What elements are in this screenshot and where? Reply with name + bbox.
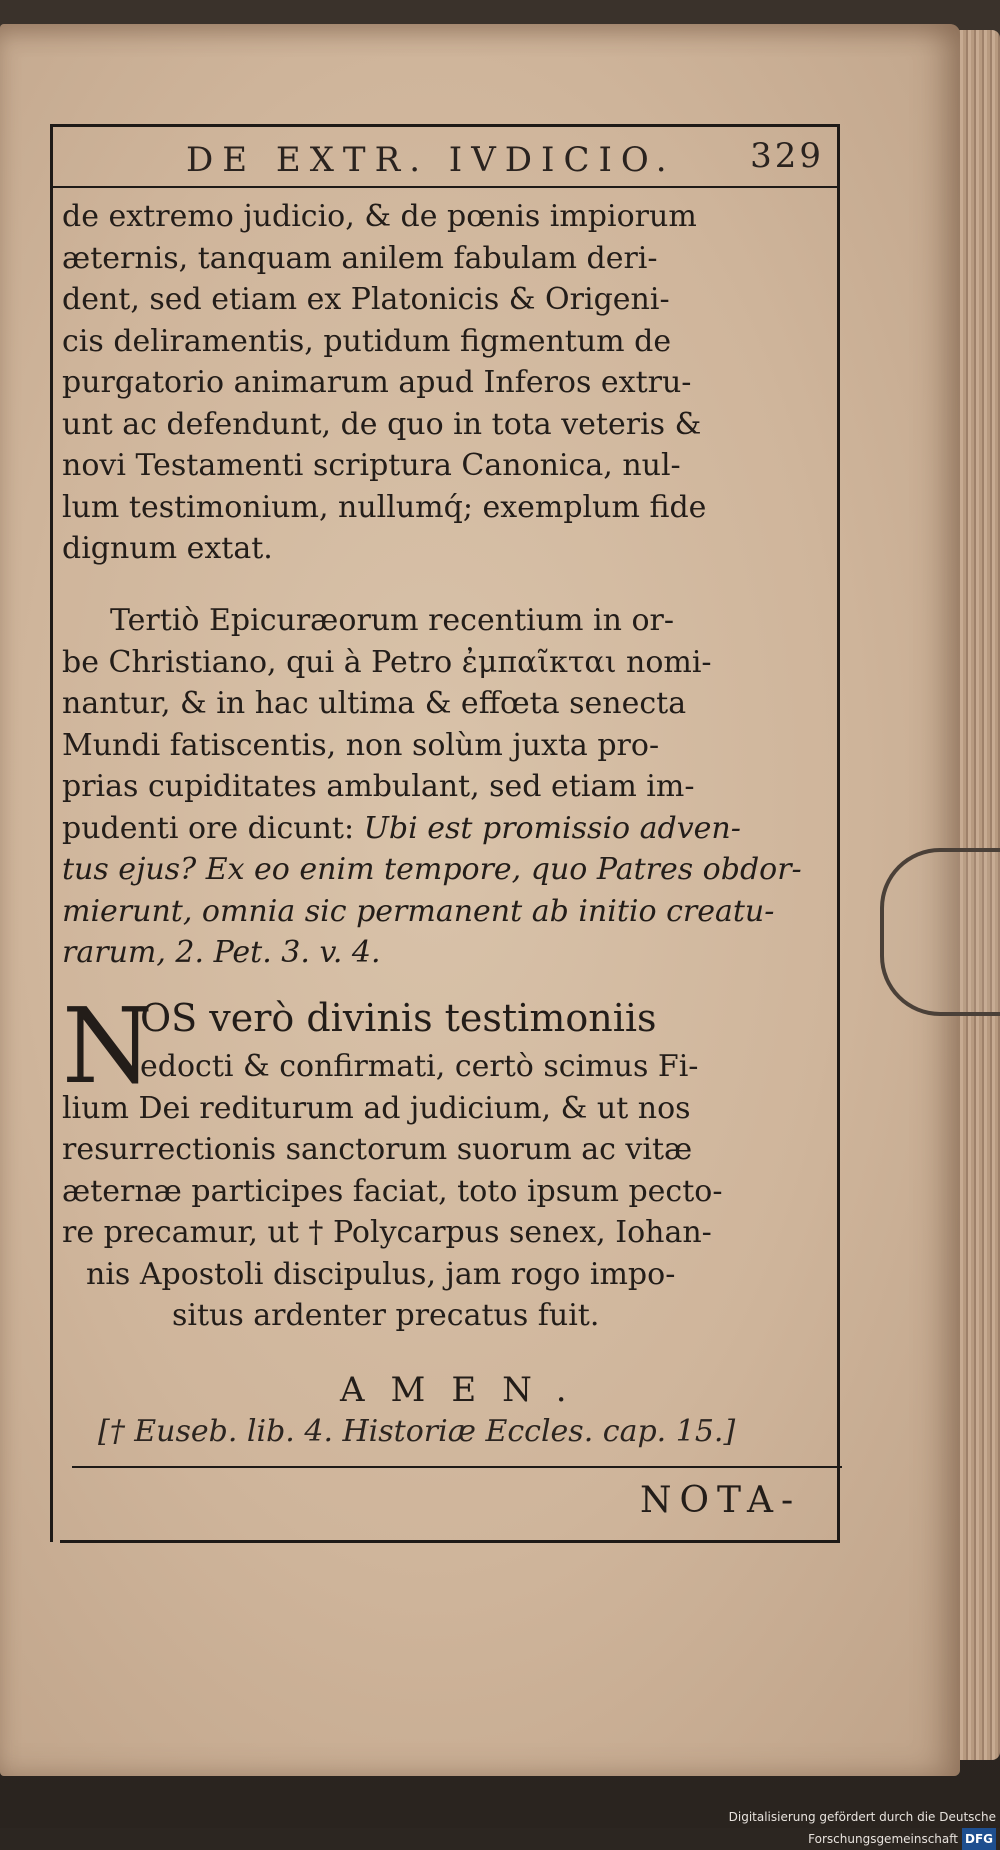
running-head bbox=[60, 134, 830, 184]
bottom-rule-upper bbox=[72, 1466, 842, 1468]
text-line: lum testimonium, nullumq́; exemplum fide bbox=[62, 489, 707, 525]
paragraph-3-first-line: OS verò divinis testimoniis bbox=[140, 996, 657, 1040]
text-fragment: pudenti ore dicunt: bbox=[62, 810, 355, 846]
scripture-quote-line: mierunt, omnia sic permanent ab initio creatu- bbox=[62, 893, 775, 929]
text-line: dent, sed etiam ex Platonicis & Origeni- bbox=[62, 282, 670, 317]
drop-capital: N bbox=[62, 985, 153, 1107]
paragraph-1 bbox=[62, 196, 832, 570]
paragraph-3 bbox=[62, 1046, 832, 1337]
text-line: dignum extat. bbox=[62, 531, 273, 566]
text-line: resurrectionis sanctorum suorum ac vitæ bbox=[62, 1132, 693, 1167]
amen: AMEN. bbox=[340, 1370, 593, 1410]
text-line: novi Testamenti scriptura Canonica, nul- bbox=[62, 448, 681, 483]
footer-text: Digitalisierung gefördert durch die Deutsche Forschungsgemeinschaft bbox=[728, 1810, 996, 1846]
catchword: NOTA- bbox=[640, 1480, 802, 1521]
scripture-quote: Ubi est promissio adven- bbox=[363, 810, 741, 846]
text-line: be Christiano, qui à Petro ἐμπαῖκται nomi- bbox=[62, 644, 712, 680]
text-line: prias cupiditates ambulant, sed etiam im- bbox=[62, 769, 695, 804]
page-clip bbox=[880, 848, 1000, 1016]
text-line: unt ac defendunt, de quo in tota veteris & bbox=[62, 406, 702, 442]
text-line: nis Apostoli discipulus, jam rogo impo- bbox=[86, 1256, 676, 1292]
dfg-logo: DFG bbox=[962, 1828, 996, 1850]
scripture-reference: rarum, 2. Pet. 3. v. 4. bbox=[62, 935, 381, 970]
text-line: purgatorio animarum apud Inferos extru- bbox=[62, 365, 692, 400]
text-line: nantur, & in hac ultima & effœta senecta bbox=[62, 686, 687, 721]
text-line: edocti & confirmati, certò scimus Fi- bbox=[140, 1049, 699, 1084]
text-line: re precamur, ut † Polycarpus senex, Iohan- bbox=[62, 1215, 712, 1250]
bracketed-reference: [† Euseb. lib. 4. Historiæ Eccles. cap. 15.] bbox=[98, 1414, 736, 1449]
text-line: lium Dei rediturum ad judicium, & ut nos bbox=[62, 1090, 691, 1126]
running-head-title: DE EXTR. IVDICIO. bbox=[186, 140, 676, 180]
scripture-quote-line: tus ejus? Ex eo enim tempore, quo Patres obdor- bbox=[62, 852, 802, 887]
page-number: 329 bbox=[750, 136, 824, 176]
bottom-rule-lower bbox=[60, 1540, 840, 1543]
head-rule bbox=[50, 186, 840, 188]
text-line: de extremo judicio, & de pœnis impiorum bbox=[62, 199, 697, 234]
text-line: æternis, tanquam anilem fabulam deri- bbox=[62, 240, 658, 276]
text-line: Mundi fatiscentis, non solùm juxta pro- bbox=[62, 727, 660, 763]
text-line: situs ardenter precatus fuit. bbox=[172, 1298, 600, 1333]
text-line: æternæ participes faciat, toto ipsum pecto- bbox=[62, 1173, 723, 1209]
text-line bbox=[62, 808, 832, 850]
paragraph-2 bbox=[62, 600, 832, 974]
digitization-footer bbox=[600, 1806, 1000, 1846]
top-rule bbox=[50, 124, 840, 127]
text-line: cis deliramentis, putidum figmentum de bbox=[62, 323, 672, 359]
text-line: Tertiò Epicuræorum recentium in or- bbox=[110, 603, 675, 638]
